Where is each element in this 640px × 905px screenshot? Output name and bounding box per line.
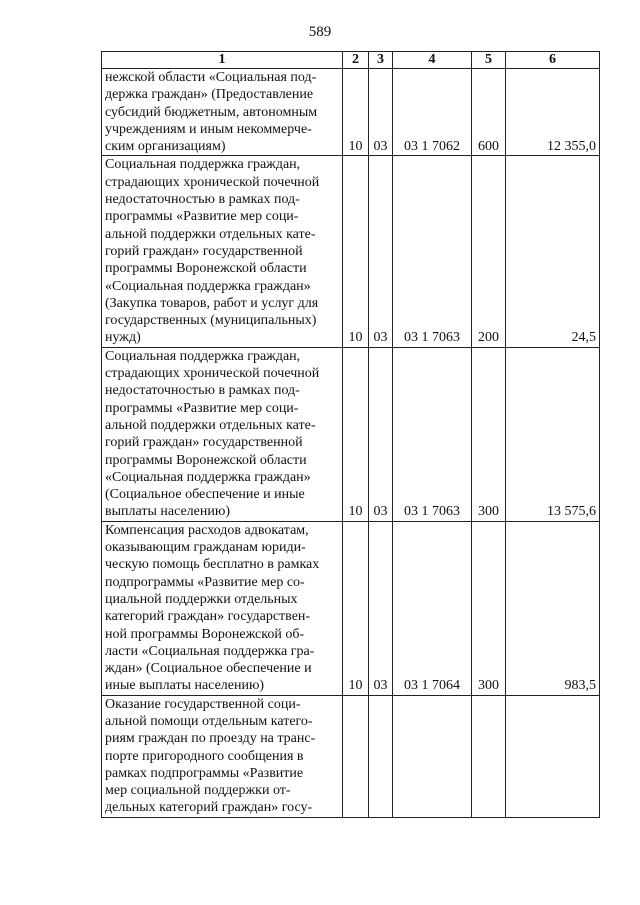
- description-line: альной помощи отдельным катего-: [105, 713, 313, 729]
- row-description: [102, 521, 343, 695]
- expense-type-code: [472, 695, 506, 817]
- description-line: страдающих хронической почечной: [105, 174, 320, 190]
- row-description: [102, 156, 343, 347]
- section-code: 10: [343, 156, 369, 347]
- description-line: «Социальная поддержка граждан»: [105, 278, 311, 294]
- section-code: 10: [343, 521, 369, 695]
- description-line: нужд): [105, 330, 141, 346]
- target-article-code: 03 1 7062: [393, 69, 472, 156]
- expense-type-code: 300: [472, 521, 506, 695]
- description-line: горий граждан» государственной: [105, 243, 303, 259]
- description-line: субсидий бюджетным, автономным: [105, 104, 318, 120]
- column-header: 6: [506, 52, 600, 69]
- description-line: циальной поддержки отдельных: [105, 591, 298, 607]
- section-code: 10: [343, 69, 369, 156]
- description-line: ским организациям): [105, 139, 226, 155]
- description-line: программы Воронежской области: [105, 261, 307, 277]
- target-article-code: [393, 695, 472, 817]
- description-line: недостаточностью в рамках под-: [105, 192, 300, 208]
- amount-value: 24,5: [506, 156, 600, 347]
- description-line: недостаточностью в рамках под-: [105, 383, 300, 399]
- description-line: риям граждан по проезду на транс-: [105, 731, 316, 747]
- description-line: альной поддержки отдельных кате-: [105, 226, 316, 242]
- target-article-code: 03 1 7063: [393, 156, 472, 347]
- row-description: [102, 347, 343, 521]
- subsection-code: 03: [369, 156, 393, 347]
- page-number: 589: [308, 24, 332, 40]
- description-line: программы Воронежской области: [105, 452, 307, 468]
- column-header: 2: [343, 52, 369, 69]
- subsection-code: 03: [369, 347, 393, 521]
- amount-value: 13 575,6: [506, 347, 600, 521]
- column-header: 5: [472, 52, 506, 69]
- row-description: [102, 695, 343, 817]
- subsection-code: 03: [369, 521, 393, 695]
- description-line: оказывающим гражданам юриди-: [105, 540, 306, 556]
- description-line: (Закупка товаров, работ и услуг для: [105, 295, 319, 311]
- description-line: Компенсация расходов адвокатам,: [105, 522, 309, 538]
- description-line: страдающих хронической почечной: [105, 366, 320, 382]
- target-article-code: 03 1 7064: [393, 521, 472, 695]
- description-line: учреждениям и иным некоммерче-: [105, 121, 312, 137]
- expense-type-code: 200: [472, 156, 506, 347]
- description-line: нежской области «Социальная под-: [105, 70, 317, 85]
- description-line: программы «Развитие мер соци-: [105, 209, 299, 225]
- description-line: рамках подпрограммы «Развитие: [105, 765, 304, 781]
- row-description: [102, 69, 343, 156]
- description-line: мер социальной поддержки от-: [105, 783, 291, 799]
- description-line: ческую помощь бесплатно в рамках: [105, 557, 320, 573]
- subsection-code: 03: [369, 69, 393, 156]
- description-line: держка граждан» (Предоставление: [105, 87, 314, 103]
- description-line: ной программы Воронежской об-: [105, 626, 305, 642]
- description-line: Оказание государственной соци-: [105, 696, 301, 712]
- target-article-code: 03 1 7063: [393, 347, 472, 521]
- description-line: программы «Развитие мер соци-: [105, 400, 299, 416]
- section-code: 10: [343, 347, 369, 521]
- table-row: [102, 156, 600, 347]
- description-line: альной поддержки отдельных кате-: [105, 417, 316, 433]
- description-line: Социальная поддержка граждан,: [105, 157, 301, 173]
- description-line: горий граждан» государственной: [105, 435, 303, 451]
- table-header-row: [102, 52, 600, 69]
- table-row: [102, 521, 600, 695]
- description-line: категорий граждан» государствен-: [105, 609, 311, 625]
- column-header: 3: [369, 52, 393, 69]
- description-line: выплаты населению): [105, 504, 230, 520]
- table-row: [102, 347, 600, 521]
- column-header: 1: [102, 52, 343, 69]
- budget-table: [101, 51, 600, 818]
- expense-type-code: 600: [472, 69, 506, 156]
- description-line: ласти «Социальная поддержка гра-: [105, 643, 315, 659]
- description-line: государственных (муниципальных): [105, 313, 317, 329]
- section-code: [343, 695, 369, 817]
- description-line: (Социальное обеспечение и иные: [105, 487, 305, 503]
- description-line: ждан» (Социальное обеспечение и: [105, 661, 312, 677]
- table-row: [102, 69, 600, 156]
- description-line: иные выплаты населению): [105, 678, 265, 694]
- column-header: 4: [393, 52, 472, 69]
- description-line: подпрограммы «Развитие мер со-: [105, 574, 305, 590]
- description-line: порте пригородного сообщения в: [105, 748, 304, 764]
- subsection-code: [369, 695, 393, 817]
- amount-value: [506, 695, 600, 817]
- amount-value: 983,5: [506, 521, 600, 695]
- expense-type-code: 300: [472, 347, 506, 521]
- table-row: [102, 695, 600, 817]
- description-line: «Социальная поддержка граждан»: [105, 469, 311, 485]
- description-line: дельных категорий граждан» госу-: [105, 800, 313, 816]
- amount-value: 12 355,0: [506, 69, 600, 156]
- description-line: Социальная поддержка граждан,: [105, 348, 301, 364]
